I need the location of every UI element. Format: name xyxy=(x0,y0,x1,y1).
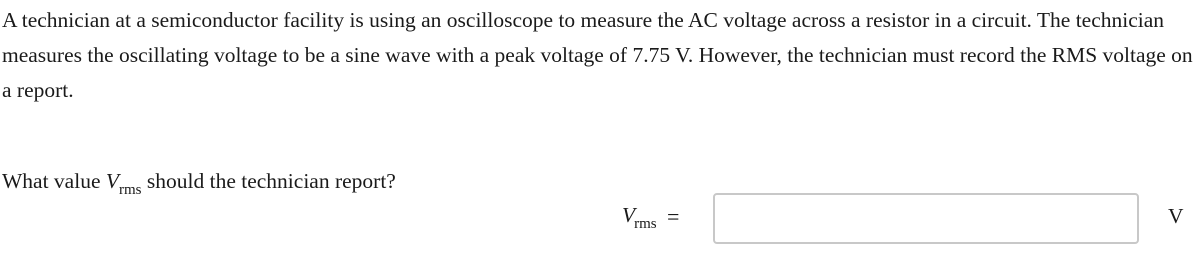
problem-statement: A technician at a semiconductor facility is using an oscilloscope to measure the AC voltage across a resistor in a circuit. The technician measures the oscillating voltage to be a sine wave with a peak voltage of 7.75 V. However, the technician must record the RMS voltage on a report. xyxy=(2,8,1193,102)
answer-label xyxy=(622,203,657,232)
equals-sign: = xyxy=(667,204,680,229)
question-subscript: rms xyxy=(119,182,142,198)
answer-variable: V xyxy=(622,203,636,227)
unit-label: V xyxy=(1168,204,1184,228)
answer-subscript: rms xyxy=(634,216,657,232)
question-suffix: should the technician report? xyxy=(141,169,396,193)
vrms-answer-input[interactable] xyxy=(713,193,1139,244)
question-variable: V xyxy=(105,169,120,193)
answer-row xyxy=(0,193,1200,245)
question-prefix: What value xyxy=(2,169,106,193)
